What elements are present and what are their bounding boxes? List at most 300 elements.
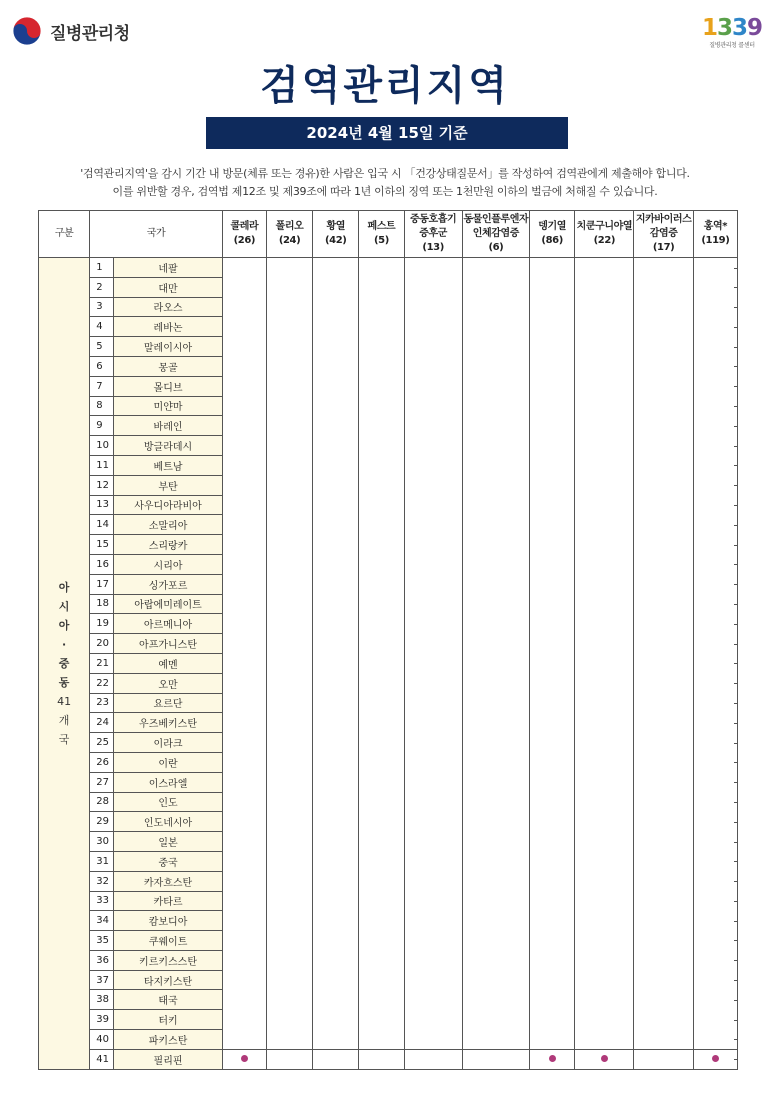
col-header-disease xyxy=(462,211,529,258)
disease-header-line: (86) xyxy=(541,235,563,246)
disease-cell xyxy=(462,772,529,792)
table-row xyxy=(39,396,738,416)
row-number: 5 xyxy=(90,337,114,357)
disease-cell xyxy=(313,772,359,792)
disease-cell xyxy=(313,733,359,753)
country-name: 쿠웨이트 xyxy=(114,931,222,951)
disease-cell xyxy=(634,1049,693,1069)
disease-cell xyxy=(575,317,634,337)
disease-cell xyxy=(530,258,575,278)
disease-header-line: (26) xyxy=(233,235,256,246)
disease-cell xyxy=(222,911,266,931)
disease-cell xyxy=(575,693,634,713)
disease-cell xyxy=(404,277,462,297)
disease-cell xyxy=(359,653,404,673)
disease-cell xyxy=(693,851,737,871)
disease-cell xyxy=(359,832,404,852)
disease-cell xyxy=(693,396,737,416)
disease-cell xyxy=(266,416,312,436)
disease-cell xyxy=(313,792,359,812)
disease-cell xyxy=(266,871,312,891)
disease-cell xyxy=(634,792,693,812)
disease-cell xyxy=(313,950,359,970)
row-number: 25 xyxy=(90,733,114,753)
disease-cell xyxy=(634,554,693,574)
row-number: 28 xyxy=(90,792,114,812)
disease-cell xyxy=(359,554,404,574)
disease-cell xyxy=(462,693,529,713)
country-name: 레바논 xyxy=(114,317,222,337)
country-name: 베트남 xyxy=(114,455,222,475)
disease-cell xyxy=(222,931,266,951)
disease-cell xyxy=(359,970,404,990)
disease-cell xyxy=(462,970,529,990)
disease-cell xyxy=(575,475,634,495)
country-name: 오만 xyxy=(114,673,222,693)
notice-text xyxy=(0,165,770,201)
disease-cell xyxy=(313,871,359,891)
disease-cell xyxy=(313,574,359,594)
disease-cell xyxy=(359,1030,404,1050)
disease-cell xyxy=(404,871,462,891)
disease-cell xyxy=(222,614,266,634)
table-row xyxy=(39,812,738,832)
disease-cell xyxy=(575,812,634,832)
row-number: 17 xyxy=(90,574,114,594)
disease-cell xyxy=(359,812,404,832)
disease-cell xyxy=(693,911,737,931)
country-name: 네팔 xyxy=(114,258,222,278)
taegeuk-emblem-icon xyxy=(12,16,42,46)
country-name: 몽골 xyxy=(114,356,222,376)
col-header-disease xyxy=(359,211,404,258)
disease-cell xyxy=(222,416,266,436)
row-number: 13 xyxy=(90,495,114,515)
col-header-disease xyxy=(313,211,359,258)
disease-cell xyxy=(575,258,634,278)
disease-cell xyxy=(266,277,312,297)
disease-cell xyxy=(530,851,575,871)
disease-cell xyxy=(222,871,266,891)
row-number: 33 xyxy=(90,891,114,911)
disease-cell xyxy=(575,752,634,772)
disease-cell xyxy=(530,693,575,713)
disease-cell xyxy=(404,337,462,357)
disease-cell xyxy=(266,693,312,713)
disease-cell xyxy=(313,297,359,317)
disease-cell xyxy=(359,911,404,931)
disease-cell xyxy=(693,356,737,376)
disease-cell xyxy=(530,812,575,832)
disease-cell xyxy=(575,792,634,812)
table-row xyxy=(39,554,738,574)
disease-cell xyxy=(222,673,266,693)
disease-cell xyxy=(404,436,462,456)
table-row xyxy=(39,772,738,792)
disease-cell xyxy=(404,832,462,852)
region-count-char: 국 xyxy=(58,732,70,746)
disease-cell xyxy=(462,911,529,931)
disease-header-line: (17) xyxy=(652,242,675,253)
disease-cell xyxy=(313,752,359,772)
table-row xyxy=(39,752,738,772)
disease-cell xyxy=(530,634,575,654)
disease-cell xyxy=(222,574,266,594)
disease-cell xyxy=(404,594,462,614)
disease-cell xyxy=(575,871,634,891)
disease-cell xyxy=(404,891,462,911)
disease-cell xyxy=(634,495,693,515)
disease-cell xyxy=(266,574,312,594)
disease-cell xyxy=(634,772,693,792)
disease-cell xyxy=(575,832,634,852)
table-row xyxy=(39,693,738,713)
disease-cell xyxy=(359,752,404,772)
disease-cell xyxy=(266,258,312,278)
disease-cell xyxy=(693,990,737,1010)
disease-cell xyxy=(313,455,359,475)
table-row xyxy=(39,337,738,357)
country-name: 인도네시아 xyxy=(114,812,222,832)
designated-mark-icon xyxy=(712,1055,719,1062)
disease-cell xyxy=(530,931,575,951)
disease-cell xyxy=(266,950,312,970)
disease-cell xyxy=(634,396,693,416)
disease-cell xyxy=(530,950,575,970)
disease-cell xyxy=(313,911,359,931)
disease-cell xyxy=(313,713,359,733)
col-header-category: 구분 xyxy=(39,211,90,258)
row-number: 24 xyxy=(90,713,114,733)
row-number: 4 xyxy=(90,317,114,337)
hotline-logo xyxy=(700,16,764,49)
country-name: 스리랑카 xyxy=(114,535,222,555)
disease-cell xyxy=(313,337,359,357)
table-row xyxy=(39,832,738,852)
disease-cell xyxy=(404,475,462,495)
disease-cell xyxy=(634,1030,693,1050)
disease-cell xyxy=(530,1049,575,1069)
col-header-disease xyxy=(693,211,737,258)
disease-cell xyxy=(530,574,575,594)
disease-cell xyxy=(693,574,737,594)
disease-cell xyxy=(359,574,404,594)
disease-cell xyxy=(575,455,634,475)
table-row xyxy=(39,297,738,317)
disease-cell xyxy=(575,1049,634,1069)
disease-cell xyxy=(222,851,266,871)
disease-cell xyxy=(462,416,529,436)
disease-cell xyxy=(530,376,575,396)
disease-cell xyxy=(530,1030,575,1050)
disease-cell xyxy=(359,475,404,495)
disease-cell xyxy=(634,1010,693,1030)
region-char: · xyxy=(62,637,67,651)
disease-cell xyxy=(530,554,575,574)
row-number: 41 xyxy=(90,1049,114,1069)
disease-cell xyxy=(222,317,266,337)
disease-cell xyxy=(462,277,529,297)
disease-cell xyxy=(222,258,266,278)
disease-cell xyxy=(313,832,359,852)
disease-cell xyxy=(404,574,462,594)
disease-cell xyxy=(222,554,266,574)
disease-cell xyxy=(404,515,462,535)
table-row xyxy=(39,317,738,337)
notice-line-2: 이를 위반할 경우, 검역법 제12조 및 제39조에 따라 1년 이하의 징역 또는 1천만원 이하의 벌금에 처해질 수 있습니다. xyxy=(112,185,658,198)
country-name: 방글라데시 xyxy=(114,436,222,456)
disease-cell xyxy=(266,436,312,456)
col-header-disease xyxy=(222,211,266,258)
table-row xyxy=(39,515,738,535)
disease-cell xyxy=(266,931,312,951)
disease-cell xyxy=(359,851,404,871)
disease-header-line: (13) xyxy=(422,242,444,253)
disease-cell xyxy=(530,653,575,673)
page-title: 검역관리지역 xyxy=(260,63,510,109)
disease-header-line: 중동호흡기 xyxy=(409,214,457,225)
disease-cell xyxy=(313,653,359,673)
disease-cell xyxy=(530,416,575,436)
disease-cell xyxy=(693,554,737,574)
disease-cell xyxy=(404,990,462,1010)
disease-cell xyxy=(313,891,359,911)
disease-cell xyxy=(575,911,634,931)
disease-cell xyxy=(462,396,529,416)
disease-cell xyxy=(575,337,634,357)
disease-cell xyxy=(462,614,529,634)
disease-cell xyxy=(634,436,693,456)
disease-cell xyxy=(313,515,359,535)
disease-cell xyxy=(575,574,634,594)
disease-cell xyxy=(359,258,404,278)
disease-cell xyxy=(266,535,312,555)
table-row xyxy=(39,495,738,515)
disease-cell xyxy=(359,436,404,456)
disease-cell xyxy=(634,455,693,475)
disease-cell xyxy=(693,455,737,475)
disease-header-line: 황열 xyxy=(326,221,345,232)
row-number: 6 xyxy=(90,356,114,376)
table-row xyxy=(39,1010,738,1030)
row-number: 10 xyxy=(90,436,114,456)
disease-cell xyxy=(462,851,529,871)
disease-cell xyxy=(404,812,462,832)
disease-cell xyxy=(634,911,693,931)
country-name: 소말리아 xyxy=(114,515,222,535)
disease-cell xyxy=(575,297,634,317)
disease-cell xyxy=(404,1049,462,1069)
disease-cell xyxy=(462,812,529,832)
row-number: 38 xyxy=(90,990,114,1010)
disease-cell xyxy=(404,851,462,871)
disease-cell xyxy=(634,931,693,951)
disease-header-line: (6) xyxy=(488,242,504,253)
disease-cell xyxy=(693,1030,737,1050)
disease-cell xyxy=(222,693,266,713)
row-number: 3 xyxy=(90,297,114,317)
designated-mark-icon xyxy=(549,1055,556,1062)
disease-cell xyxy=(313,356,359,376)
disease-cell xyxy=(575,416,634,436)
disease-cell xyxy=(462,535,529,555)
disease-cell xyxy=(359,950,404,970)
disease-header-line: 동물인플루엔자 xyxy=(463,214,529,225)
country-name: 카자흐스탄 xyxy=(114,871,222,891)
disease-cell xyxy=(313,812,359,832)
disease-cell xyxy=(359,317,404,337)
row-number: 35 xyxy=(90,931,114,951)
table-header-row xyxy=(39,211,738,258)
table-row xyxy=(39,634,738,654)
disease-cell xyxy=(693,634,737,654)
disease-cell xyxy=(462,792,529,812)
row-number: 22 xyxy=(90,673,114,693)
disease-cell xyxy=(222,396,266,416)
disease-header-line: 지카바이러스 xyxy=(635,214,692,225)
disease-cell xyxy=(266,337,312,357)
disease-cell xyxy=(266,911,312,931)
disease-cell xyxy=(575,1010,634,1030)
disease-cell xyxy=(359,594,404,614)
country-name: 카타르 xyxy=(114,891,222,911)
org-name: 질병관리청 xyxy=(50,23,130,44)
row-number: 7 xyxy=(90,376,114,396)
disease-cell xyxy=(693,535,737,555)
disease-cell xyxy=(462,733,529,753)
disease-cell xyxy=(530,713,575,733)
disease-cell xyxy=(634,475,693,495)
disease-cell xyxy=(634,812,693,832)
disease-cell xyxy=(634,832,693,852)
disease-cell xyxy=(530,772,575,792)
row-number: 21 xyxy=(90,653,114,673)
disease-cell xyxy=(693,594,737,614)
disease-cell xyxy=(575,950,634,970)
disease-cell xyxy=(359,495,404,515)
disease-cell xyxy=(575,396,634,416)
disease-cell xyxy=(462,258,529,278)
disease-cell xyxy=(313,277,359,297)
disease-cell xyxy=(575,931,634,951)
disease-cell xyxy=(313,436,359,456)
disease-cell xyxy=(222,297,266,317)
disease-cell xyxy=(693,752,737,772)
disease-cell xyxy=(530,832,575,852)
disease-cell xyxy=(359,772,404,792)
disease-cell xyxy=(634,337,693,357)
disease-cell xyxy=(266,614,312,634)
disease-header-line: 감염증 xyxy=(649,228,678,239)
country-name: 싱가포르 xyxy=(114,574,222,594)
disease-cell xyxy=(222,891,266,911)
disease-cell xyxy=(266,990,312,1010)
disease-cell xyxy=(266,673,312,693)
designated-mark-icon xyxy=(241,1055,248,1062)
disease-cell xyxy=(359,515,404,535)
disease-cell xyxy=(530,673,575,693)
disease-cell xyxy=(359,455,404,475)
disease-cell xyxy=(404,911,462,931)
row-number: 36 xyxy=(90,950,114,970)
disease-cell xyxy=(359,673,404,693)
disease-cell xyxy=(530,396,575,416)
disease-cell xyxy=(693,693,737,713)
disease-cell xyxy=(313,554,359,574)
row-number: 9 xyxy=(90,416,114,436)
country-name: 이라크 xyxy=(114,733,222,753)
disease-cell xyxy=(313,317,359,337)
table-row xyxy=(39,574,738,594)
disease-cell xyxy=(404,950,462,970)
disease-cell xyxy=(575,436,634,456)
disease-cell xyxy=(530,277,575,297)
disease-cell xyxy=(634,277,693,297)
row-number: 12 xyxy=(90,475,114,495)
disease-cell xyxy=(693,277,737,297)
disease-cell xyxy=(530,297,575,317)
table-row xyxy=(39,356,738,376)
country-name: 요르단 xyxy=(114,693,222,713)
region-count-char: 개 xyxy=(58,713,70,727)
table-row xyxy=(39,891,738,911)
row-number: 11 xyxy=(90,455,114,475)
col-header-country: 국가 xyxy=(90,211,223,258)
row-number: 39 xyxy=(90,1010,114,1030)
disease-cell xyxy=(575,772,634,792)
disease-cell xyxy=(575,634,634,654)
disease-cell xyxy=(313,594,359,614)
country-name: 몰디브 xyxy=(114,376,222,396)
country-name: 우즈베키스탄 xyxy=(114,713,222,733)
disease-cell xyxy=(222,1010,266,1030)
table-row xyxy=(39,990,738,1010)
disease-cell xyxy=(462,871,529,891)
col-header-disease xyxy=(266,211,312,258)
disease-cell xyxy=(222,515,266,535)
disease-cell xyxy=(266,317,312,337)
disease-cell xyxy=(266,515,312,535)
disease-cell xyxy=(266,356,312,376)
disease-cell xyxy=(404,416,462,436)
country-name: 터키 xyxy=(114,1010,222,1030)
disease-cell xyxy=(575,535,634,555)
disease-cell xyxy=(634,376,693,396)
disease-cell xyxy=(313,851,359,871)
disease-cell xyxy=(404,634,462,654)
country-name: 대만 xyxy=(114,277,222,297)
disease-cell xyxy=(222,950,266,970)
country-name: 이란 xyxy=(114,752,222,772)
row-number: 26 xyxy=(90,752,114,772)
disease-cell xyxy=(634,594,693,614)
disease-cell xyxy=(222,1030,266,1050)
disease-cell xyxy=(693,653,737,673)
region-cell xyxy=(39,258,90,1070)
disease-cell xyxy=(693,317,737,337)
country-name: 키르키스스탄 xyxy=(114,950,222,970)
disease-cell xyxy=(404,614,462,634)
disease-cell xyxy=(266,634,312,654)
disease-cell xyxy=(634,416,693,436)
disease-cell xyxy=(404,713,462,733)
disease-header-line: (22) xyxy=(593,235,616,246)
disease-cell xyxy=(266,812,312,832)
disease-cell xyxy=(462,317,529,337)
row-number: 15 xyxy=(90,535,114,555)
disease-cell xyxy=(359,693,404,713)
country-name: 중국 xyxy=(114,851,222,871)
